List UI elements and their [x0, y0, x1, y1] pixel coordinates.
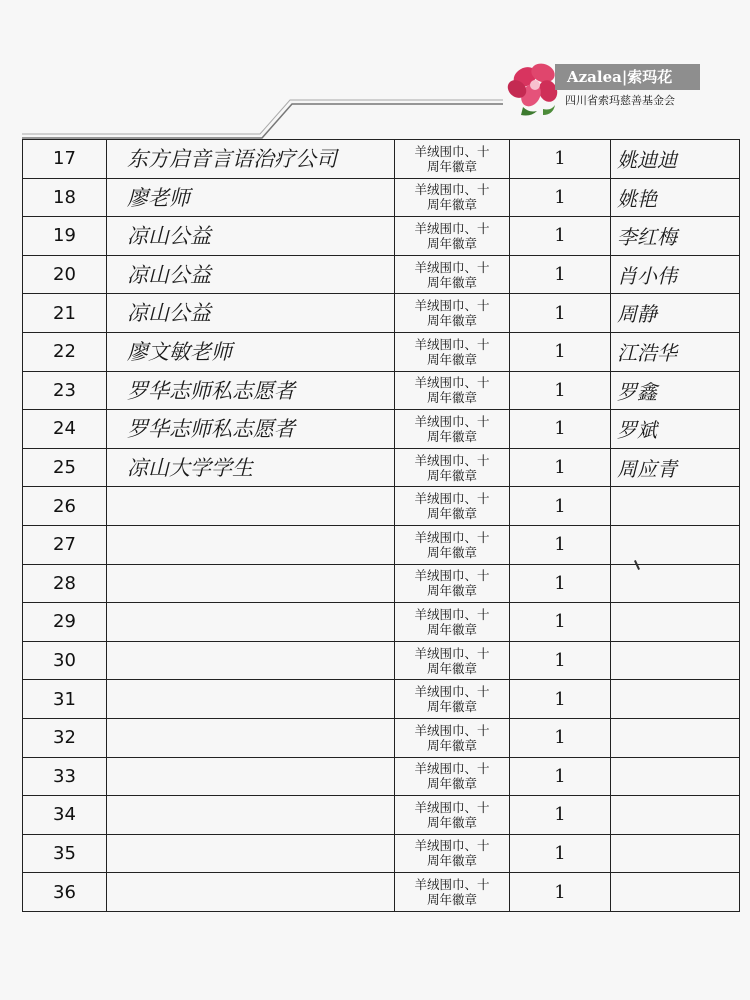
table-row [23, 834, 740, 873]
item-line-2: 周年徽章 [426, 428, 477, 444]
table-row [23, 410, 740, 449]
item-line-1: 羊绒围巾、十 [414, 761, 490, 777]
row-number: 22 [23, 332, 107, 371]
signature-cell [611, 796, 740, 835]
item-cell [395, 448, 510, 487]
quantity-cell: 1 [510, 178, 611, 217]
item-cell [395, 294, 510, 333]
signature-cell [611, 603, 740, 642]
item-line-2: 周年徽章 [426, 158, 477, 174]
table-row [23, 487, 740, 526]
item-line-1: 羊绒围巾、十 [414, 529, 490, 545]
logo-brand-text: Azalea|索玛花 [555, 64, 700, 90]
table-row [23, 641, 740, 680]
quantity-cell: 1 [510, 371, 611, 410]
row-number: 25 [23, 448, 107, 487]
table-row [23, 255, 740, 294]
recipient-cell [107, 448, 395, 487]
recipient-handwriting: 凉山公益 [127, 301, 211, 326]
recipient-cell [107, 140, 395, 179]
item-line-1: 羊绒围巾、十 [414, 568, 490, 584]
item-cell [395, 525, 510, 564]
recipient-handwriting: 东方启音言语治疗公司 [127, 147, 337, 171]
table-row [23, 525, 740, 564]
recipient-handwriting: 凉山公益 [127, 224, 211, 249]
signature-cell [611, 178, 740, 217]
signature-handwriting: 江浩华 [617, 340, 677, 365]
table-row [23, 217, 740, 256]
recipient-cell [107, 410, 395, 449]
item-cell [395, 603, 510, 642]
quantity-cell: 1 [510, 796, 611, 835]
quantity-cell: 1 [510, 140, 611, 179]
item-line-2: 周年徽章 [426, 197, 477, 213]
quantity-cell: 1 [510, 294, 611, 333]
row-number: 32 [23, 718, 107, 757]
signature-handwriting: 肖小伟 [617, 263, 677, 288]
recipient-handwriting: 凉山大学学生 [127, 455, 253, 480]
item-cell [395, 564, 510, 603]
recipient-handwriting: 罗华志师私志愿者 [127, 378, 295, 403]
quantity-cell: 1 [510, 217, 611, 256]
distribution-table [22, 139, 740, 912]
signature-cell [611, 371, 740, 410]
quantity-cell: 1 [510, 603, 611, 642]
signature-handwriting: 周应青 [617, 456, 677, 481]
signature-cell [611, 680, 740, 719]
row-number: 33 [23, 757, 107, 796]
table-row [23, 757, 740, 796]
quantity-cell: 1 [510, 641, 611, 680]
recipient-cell [107, 332, 395, 371]
recipient-cell [107, 564, 395, 603]
item-line-1: 羊绒围巾、十 [414, 877, 490, 893]
recipient-cell [107, 487, 395, 526]
item-cell [395, 178, 510, 217]
item-cell [395, 873, 510, 912]
recipient-cell [107, 371, 395, 410]
row-number: 23 [23, 371, 107, 410]
item-line-1: 羊绒围巾、十 [414, 606, 490, 622]
table-row [23, 718, 740, 757]
recipient-cell [107, 680, 395, 719]
quantity-cell: 1 [510, 255, 611, 294]
signature-cell [611, 873, 740, 912]
item-line-2: 周年徽章 [426, 390, 477, 406]
recipient-cell [107, 294, 395, 333]
recipient-cell [107, 796, 395, 835]
signature-cell [611, 718, 740, 757]
item-line-2: 周年徽章 [426, 351, 477, 367]
item-cell [395, 140, 510, 179]
item-cell [395, 410, 510, 449]
item-line-2: 周年徽章 [426, 506, 477, 522]
signature-cell [611, 564, 740, 603]
item-line-1: 羊绒围巾、十 [414, 491, 490, 507]
item-cell [395, 255, 510, 294]
item-line-2: 周年徽章 [426, 853, 477, 869]
row-number: 35 [23, 834, 107, 873]
row-number: 26 [23, 487, 107, 526]
row-number: 19 [23, 217, 107, 256]
row-number: 31 [23, 680, 107, 719]
item-line-2: 周年徽章 [426, 699, 477, 715]
row-number: 30 [23, 641, 107, 680]
item-line-2: 周年徽章 [426, 737, 477, 753]
table-row [23, 796, 740, 835]
table-row [23, 603, 740, 642]
table-row [23, 332, 740, 371]
signature-cell [611, 525, 740, 564]
table-row [23, 564, 740, 603]
item-cell [395, 796, 510, 835]
item-line-1: 羊绒围巾、十 [414, 220, 490, 236]
item-cell [395, 487, 510, 526]
row-number: 18 [23, 178, 107, 217]
row-number: 20 [23, 255, 107, 294]
item-line-1: 羊绒围巾、十 [414, 838, 490, 854]
signature-cell [611, 217, 740, 256]
item-cell [395, 680, 510, 719]
signature-cell [611, 487, 740, 526]
item-cell [395, 834, 510, 873]
item-cell [395, 371, 510, 410]
quantity-cell: 1 [510, 487, 611, 526]
table-row [23, 680, 740, 719]
item-line-2: 周年徽章 [426, 776, 477, 792]
quantity-cell: 1 [510, 332, 611, 371]
quantity-cell: 1 [510, 564, 611, 603]
signature-cell [611, 140, 740, 179]
recipient-cell [107, 603, 395, 642]
item-line-2: 周年徽章 [426, 583, 477, 599]
recipient-cell [107, 641, 395, 680]
signature-handwriting: 姚艳 [617, 186, 657, 211]
item-line-2: 周年徽章 [426, 313, 477, 329]
signature-cell [611, 641, 740, 680]
logo-subtitle: 四川省索玛慈善基金会 [565, 94, 675, 107]
signature-handwriting: 罗斌 [617, 418, 657, 443]
item-line-2: 周年徽章 [426, 467, 477, 483]
item-line-1: 羊绒围巾、十 [414, 452, 490, 468]
item-line-2: 周年徽章 [426, 621, 477, 637]
table-row [23, 294, 740, 333]
table-row [23, 873, 740, 912]
table-row [23, 178, 740, 217]
item-line-2: 周年徽章 [426, 544, 477, 560]
item-cell [395, 641, 510, 680]
foundation-logo [503, 55, 703, 127]
row-number: 17 [23, 140, 107, 179]
item-line-2: 周年徽章 [426, 274, 477, 290]
item-line-1: 羊绒围巾、十 [414, 298, 490, 314]
row-number: 24 [23, 410, 107, 449]
recipient-cell [107, 255, 395, 294]
row-number: 36 [23, 873, 107, 912]
recipient-cell [107, 757, 395, 796]
quantity-cell: 1 [510, 718, 611, 757]
item-line-1: 羊绒围巾、十 [414, 684, 490, 700]
item-line-2: 周年徽章 [426, 660, 477, 676]
item-line-1: 羊绒围巾、十 [414, 413, 490, 429]
item-line-1: 羊绒围巾、十 [414, 799, 490, 815]
recipient-cell [107, 718, 395, 757]
quantity-cell: 1 [510, 834, 611, 873]
item-line-1: 羊绒围巾、十 [414, 645, 490, 661]
signature-handwriting: 罗鑫 [617, 379, 657, 404]
item-cell [395, 757, 510, 796]
quantity-cell: 1 [510, 680, 611, 719]
recipient-cell [107, 178, 395, 217]
table-row [23, 371, 740, 410]
signature-cell [611, 332, 740, 371]
item-line-1: 羊绒围巾、十 [414, 182, 490, 198]
item-line-1: 羊绒围巾、十 [414, 259, 490, 275]
recipient-cell [107, 873, 395, 912]
item-cell [395, 217, 510, 256]
row-number: 28 [23, 564, 107, 603]
item-line-2: 周年徽章 [426, 814, 477, 830]
recipient-cell [107, 525, 395, 564]
item-line-1: 羊绒围巾、十 [414, 143, 490, 159]
item-cell [395, 718, 510, 757]
row-number: 27 [23, 525, 107, 564]
quantity-cell: 1 [510, 448, 611, 487]
item-line-2: 周年徽章 [426, 892, 477, 908]
signature-cell [611, 294, 740, 333]
quantity-cell: 1 [510, 410, 611, 449]
recipient-handwriting: 罗华志师私志愿者 [127, 417, 295, 442]
item-line-1: 羊绒围巾、十 [414, 336, 490, 352]
signature-cell [611, 834, 740, 873]
recipient-cell [107, 834, 395, 873]
item-cell [395, 332, 510, 371]
row-number: 34 [23, 796, 107, 835]
row-number: 21 [23, 294, 107, 333]
table-row [23, 448, 740, 487]
signature-cell [611, 255, 740, 294]
item-line-1: 羊绒围巾、十 [414, 722, 490, 738]
item-line-1: 羊绒围巾、十 [414, 375, 490, 391]
row-number: 29 [23, 603, 107, 642]
signature-cell [611, 410, 740, 449]
signature-handwriting: 李红梅 [617, 225, 677, 250]
table-row [23, 140, 740, 179]
recipient-handwriting: 廖老师 [127, 185, 190, 210]
recipient-handwriting: 凉山公益 [127, 262, 211, 287]
signature-cell [611, 757, 740, 796]
signature-handwriting: 周静 [617, 302, 657, 327]
recipient-handwriting: 廖文敏老师 [127, 339, 232, 364]
item-line-2: 周年徽章 [426, 235, 477, 251]
quantity-cell: 1 [510, 873, 611, 912]
recipient-cell [107, 217, 395, 256]
signature-handwriting: 姚迪迪 [617, 148, 677, 172]
quantity-cell: 1 [510, 757, 611, 796]
signature-cell [611, 448, 740, 487]
quantity-cell: 1 [510, 525, 611, 564]
